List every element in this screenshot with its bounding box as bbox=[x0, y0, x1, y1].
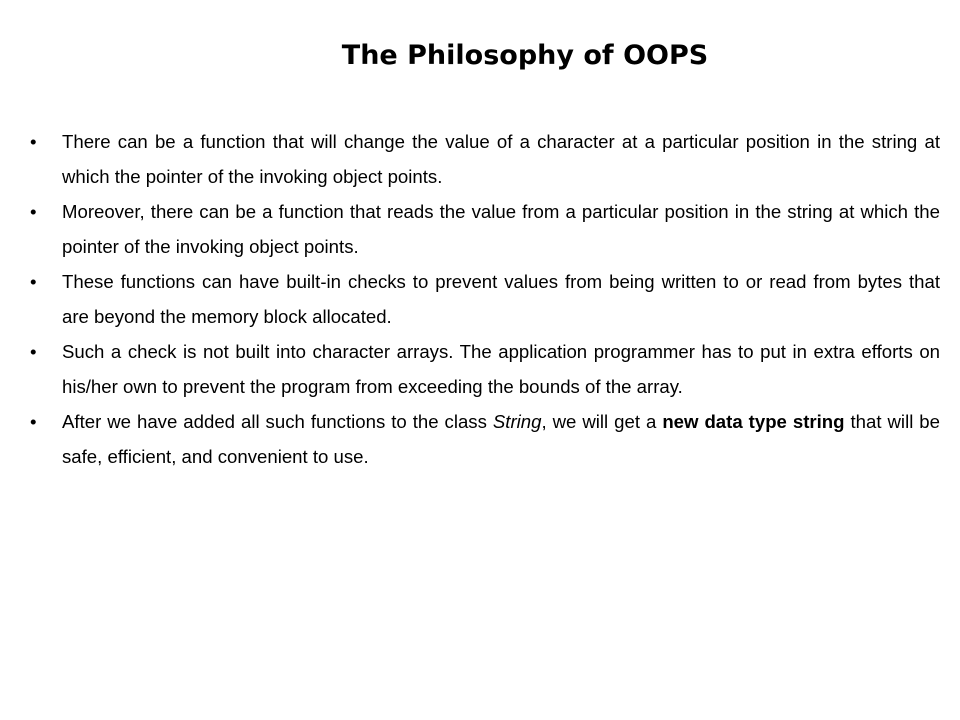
bullet-text: Moreover, there can be a function that reads the value from a particular position in the string at which the pointer of the invoking object points. bbox=[62, 201, 940, 257]
bullet-icon: • bbox=[30, 411, 37, 432]
bullet-text: There can be a function that will change the value of a character at a particular position in the string at which the pointer of the invoking object points. bbox=[62, 131, 940, 187]
bullet-icon: • bbox=[30, 201, 37, 222]
bullet-icon: • bbox=[30, 271, 37, 292]
bullet-text: These functions can have built-in checks to prevent values from being written to or read from bytes that are beyond the memory block allocated. bbox=[62, 271, 940, 327]
bullet-text-part: After we have added all such functions to the class bbox=[62, 411, 493, 432]
emphasis-bold: new data type string bbox=[662, 411, 845, 432]
bullet-text-part: that will be safe, efficient, and convenient to use. bbox=[62, 411, 940, 467]
bullet-icon: • bbox=[30, 341, 37, 362]
bullet-text: Such a check is not built into character arrays. The application programmer has to put in extra efforts on his/her own to prevent the program from exceeding the bounds of the array. bbox=[62, 341, 940, 397]
bullet-icon: • bbox=[30, 131, 37, 152]
bullet-item bbox=[30, 404, 940, 474]
slide-title: The Philosophy of OOPS bbox=[341, 40, 709, 71]
bullet-text-part: , we will get a bbox=[541, 411, 663, 432]
bullet-item bbox=[30, 124, 940, 194]
bullet-item bbox=[30, 264, 940, 334]
bullet-list bbox=[30, 124, 940, 474]
class-name-italic: String bbox=[492, 411, 542, 432]
bullet-item bbox=[30, 194, 940, 264]
bullet-item bbox=[30, 334, 940, 404]
bullet-text bbox=[62, 411, 940, 467]
